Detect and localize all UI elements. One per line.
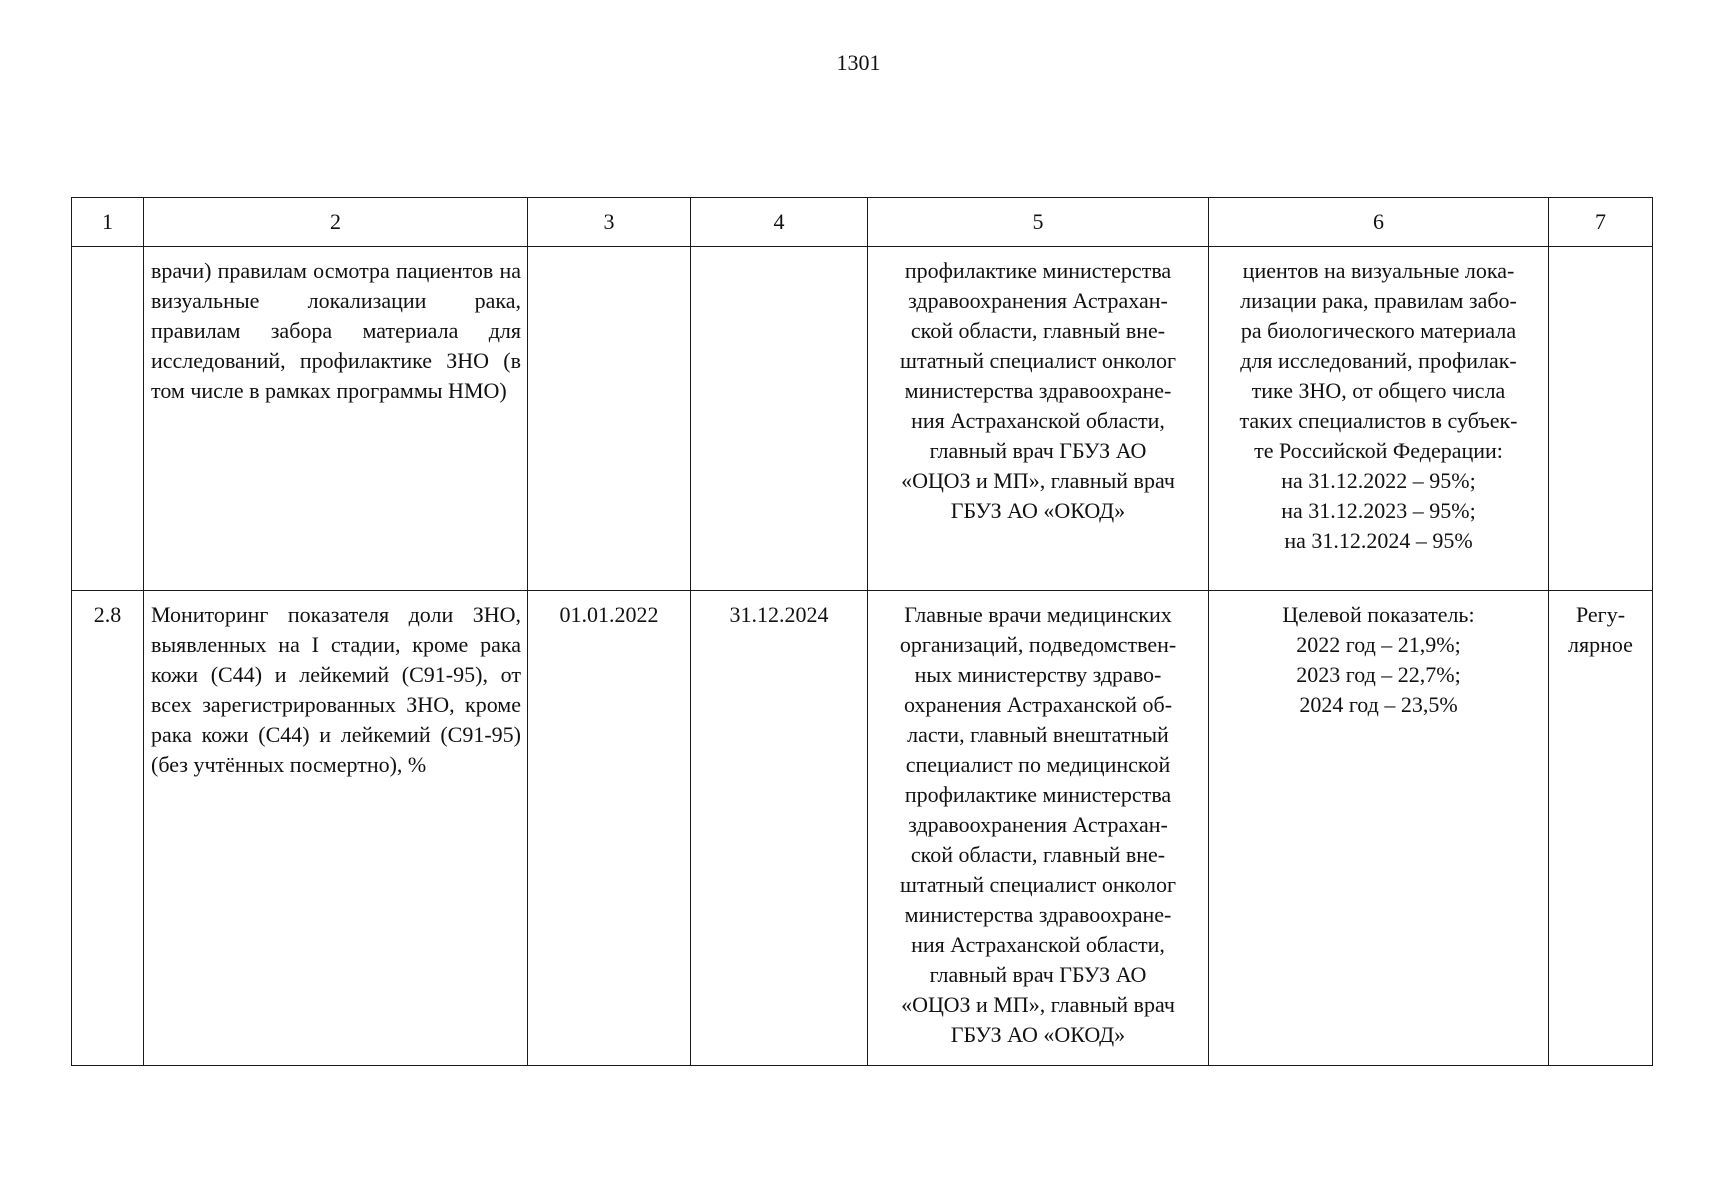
result-line: лизации рака, правилам забо- bbox=[1240, 288, 1517, 313]
start-date: 01.01.2022 bbox=[559, 602, 659, 627]
responsible-line: ской области, главный вне- bbox=[910, 842, 1166, 867]
responsible-cell bbox=[868, 247, 1209, 591]
end-date-cell bbox=[691, 591, 868, 1066]
column-header-6: 6 bbox=[1209, 198, 1549, 247]
page-number: 1301 bbox=[836, 50, 881, 75]
table-header-row bbox=[72, 198, 1653, 247]
responsible-line: ской области, главный вне- bbox=[910, 318, 1166, 343]
responsible-line: ных министерству здраво- bbox=[914, 662, 1162, 687]
column-header-5: 5 bbox=[868, 198, 1209, 247]
responsible-persons bbox=[868, 247, 1208, 526]
start-date-cell bbox=[528, 247, 691, 591]
column-header-3: 3 bbox=[528, 198, 691, 247]
responsible-line: министерства здравоохране- bbox=[904, 902, 1172, 927]
table-row bbox=[72, 591, 1653, 1066]
description-cell bbox=[144, 591, 528, 1066]
responsible-line: профилактике министерства bbox=[904, 782, 1172, 807]
responsible-line: организаций, подведомствен- bbox=[899, 632, 1177, 657]
periodicity-cell bbox=[1549, 247, 1653, 591]
column-header-2: 2 bbox=[144, 198, 528, 247]
end-date-cell bbox=[691, 247, 868, 591]
result-line: на 31.12.2024 – 95% bbox=[1284, 528, 1473, 553]
activity-description: Мониторинг показателя доли ЗНО, выявленных на I стадии, кроме рака кожи (С44) и лейкемий (С91-95), от всех зарегистрированных ЗНО, кроме рака кожи (С44) и лейкемий (С91-95) (без учтённых посмертно), % bbox=[151, 602, 521, 777]
end-date: 31.12.2024 bbox=[729, 602, 829, 627]
start-date bbox=[528, 247, 690, 256]
periodicity-line: лярное bbox=[1568, 632, 1633, 657]
result-line: 2022 год – 21,9%; bbox=[1296, 632, 1461, 657]
plan-table bbox=[71, 197, 1653, 1066]
responsible-cell bbox=[868, 591, 1209, 1066]
result-line: на 31.12.2022 – 95%; bbox=[1281, 468, 1476, 493]
row-number-cell bbox=[72, 247, 144, 591]
row-number-cell bbox=[72, 591, 144, 1066]
result-line: ра биологического материала bbox=[1240, 318, 1517, 343]
result-line: для исследований, профилак- bbox=[1240, 348, 1517, 373]
result-line: те Российской Федерации: bbox=[1254, 438, 1503, 463]
responsible-line: министерства здравоохране- bbox=[904, 378, 1172, 403]
responsible-line: главный врач ГБУЗ АО bbox=[929, 438, 1147, 463]
responsible-line: здравоохранения Астрахан- bbox=[908, 812, 1168, 837]
result-line: тике ЗНО, от общего числа bbox=[1251, 378, 1506, 403]
periodicity-cell bbox=[1549, 591, 1653, 1066]
responsible-line: «ОЦОЗ и МП», главный врач bbox=[901, 468, 1175, 493]
responsible-line: штатный специалист онколог bbox=[900, 872, 1176, 897]
responsible-line: ния Астраханской области, bbox=[911, 408, 1165, 433]
periodicity-line: Регу- bbox=[1575, 602, 1626, 627]
start-date-cell bbox=[528, 591, 691, 1066]
responsible-persons bbox=[868, 591, 1208, 1050]
row-number bbox=[72, 247, 143, 256]
result-line: таких специалистов в субъек- bbox=[1239, 408, 1518, 433]
result-line: 2024 год – 23,5% bbox=[1299, 692, 1458, 717]
table-row bbox=[72, 247, 1653, 591]
responsible-line: главный врач ГБУЗ АО bbox=[929, 962, 1147, 987]
responsible-line: ласти, главный внештатный bbox=[907, 722, 1169, 747]
responsible-line: штатный специалист онколог bbox=[900, 348, 1176, 373]
result-cell bbox=[1209, 247, 1549, 591]
responsible-line: специалист по медицинской bbox=[905, 752, 1171, 777]
responsible-line: ГБУЗ АО «ОКОД» bbox=[950, 1022, 1126, 1047]
periodicity bbox=[1549, 591, 1652, 660]
responsible-line: ния Астраханской области, bbox=[911, 932, 1165, 957]
periodicity bbox=[1549, 247, 1652, 256]
activity-description: врачи) правилам осмотра пациентов на визуальные локализации рака, правилам забора материала для исследований, профилактике ЗНО (в том числе в рамках программы НМО) bbox=[151, 258, 521, 403]
responsible-line: «ОЦОЗ и МП», главный врач bbox=[901, 992, 1175, 1017]
result-line: 2023 год – 22,7%; bbox=[1296, 662, 1461, 687]
result-cell bbox=[1209, 591, 1549, 1066]
responsible-line: ГБУЗ АО «ОКОД» bbox=[950, 498, 1126, 523]
row-number: 2.8 bbox=[93, 602, 122, 627]
column-header-1: 1 bbox=[72, 198, 144, 247]
responsible-line: Главные врачи медицинских bbox=[904, 602, 1172, 627]
result-line: Целевой показатель: bbox=[1282, 602, 1475, 627]
responsible-line: охранения Астраханской об- bbox=[903, 692, 1173, 717]
result-line: циентов на визуальные лока- bbox=[1242, 258, 1515, 283]
expected-result bbox=[1209, 591, 1548, 720]
responsible-line: здравоохранения Астрахан- bbox=[908, 288, 1168, 313]
column-header-7: 7 bbox=[1549, 198, 1653, 247]
description-cell bbox=[144, 247, 528, 591]
expected-result bbox=[1209, 247, 1548, 556]
responsible-line: профилактике министерства bbox=[904, 258, 1172, 283]
result-line: на 31.12.2023 – 95%; bbox=[1281, 498, 1476, 523]
column-header-4: 4 bbox=[691, 198, 868, 247]
end-date bbox=[691, 247, 867, 256]
